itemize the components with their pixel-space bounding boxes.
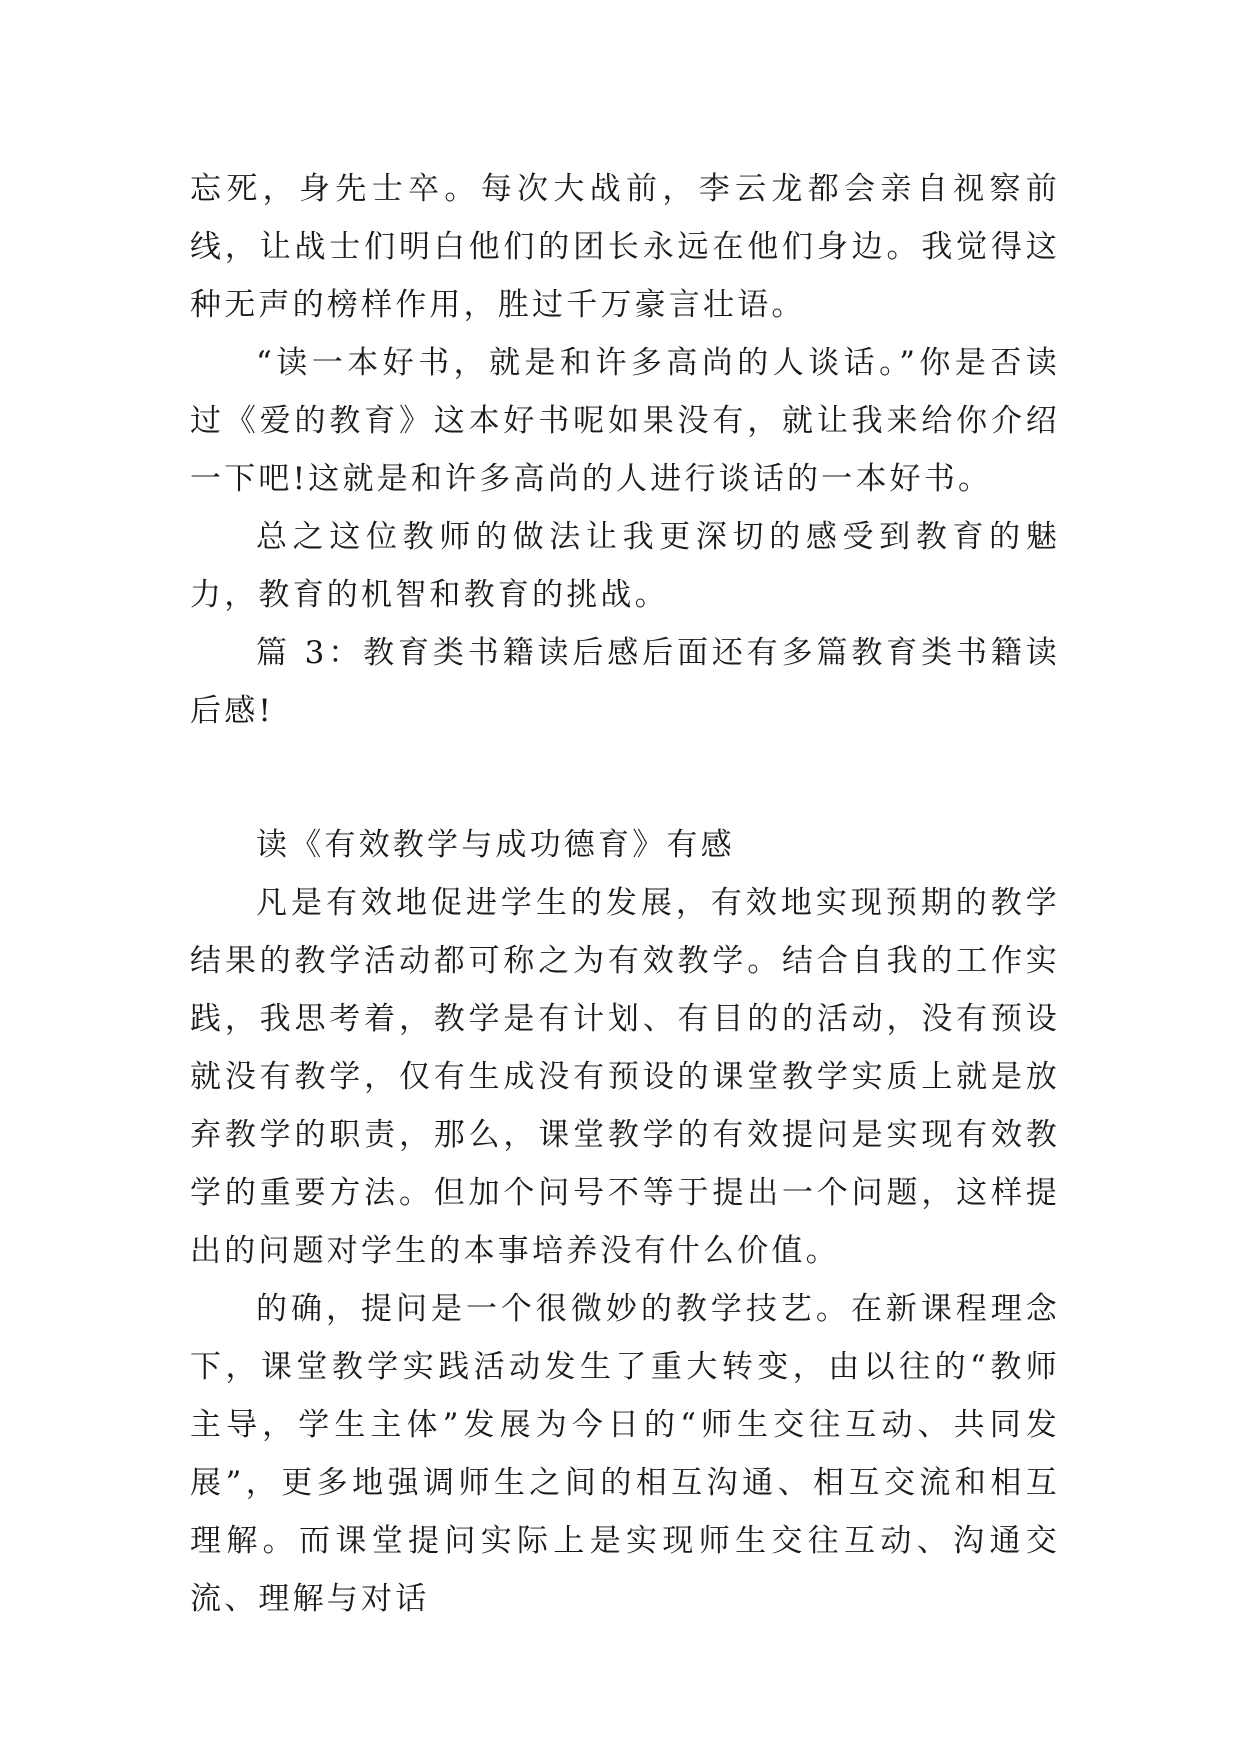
paragraph-effective-teaching: 凡是有效地促进学生的发展，有效地实现预期的教学结果的教学活动都可称之为有效教学。结合自我的工作实践，我思考着，教学是有计划、有目的的活动，没有预设就没有教学，仅有生成没有预设的课堂教学实质上就是放弃教学的职责，那么，课堂教学的有效提问是实现有效教学的重要方法。但加个问号不等于提出一个问题，这样提出的问题对学生的本事培养没有什么价值。 bbox=[190, 885, 1060, 1269]
paragraph-summary: 总之这位教师的做法让我更深切的感受到教育的魅力，教育的机智和教育的挑战。 bbox=[190, 519, 1060, 613]
article-title: 读《有效教学与成功德育》有感 bbox=[256, 827, 735, 863]
paragraph-spacer bbox=[190, 740, 1060, 816]
section-heading-article-3: 篇 3：教育类书籍读后感后面还有多篇教育类书籍读后感! bbox=[190, 635, 1060, 729]
paragraph-questioning: 的确，提问是一个很微妙的教学技艺。在新课程理念下，课堂教学实践活动发生了重大转变，由以往的“教师主导，学生主体”发展为今日的“师生交往互动、共同发展”，更多地强调师生之间的相互沟通、相互交流和相互理解。而课堂提问实际上是实现师生交往互动、沟通交流、理解与对话 bbox=[190, 1291, 1060, 1617]
document-body bbox=[190, 160, 1060, 1628]
paragraph-continuation: 忘死，身先士卒。每次大战前，李云龙都会亲自视察前线，让战士们明白他们的团长永远在他们身边。我觉得这种无声的榜样作用，胜过千万豪言壮语。 bbox=[190, 171, 1060, 323]
paragraph-quote: “读一本好书，就是和许多高尚的人谈话。”你是否读过《爱的教育》这本好书呢如果没有，就让我来给你介绍一下吧!这就是和许多高尚的人进行谈话的一本好书。 bbox=[190, 345, 1060, 497]
